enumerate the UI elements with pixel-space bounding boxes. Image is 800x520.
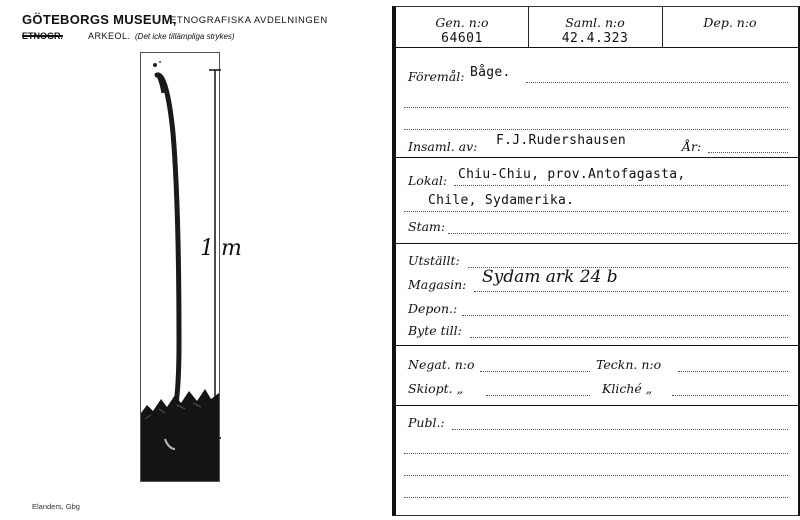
dotted-line xyxy=(480,371,590,373)
dotted-line xyxy=(678,371,788,373)
dotted-line xyxy=(404,497,788,499)
dotted-line xyxy=(404,107,788,109)
skiopt-label: Skiopt. „ xyxy=(408,381,464,396)
dep-number-cell xyxy=(662,7,798,47)
section-divider xyxy=(396,345,798,346)
gen-number-cell xyxy=(396,7,529,47)
foremal-label: Föremål: xyxy=(408,69,465,84)
section-divider xyxy=(396,243,798,244)
museum-department: ETNOGRAFISKA AVDELNINGEN xyxy=(170,15,328,26)
stam-label: Stam: xyxy=(408,219,446,234)
catalog-card xyxy=(392,6,800,516)
magasin-label: Magasin: xyxy=(408,277,467,292)
saml-number-value: 42.4.323 xyxy=(561,31,629,46)
gen-number-label: Gen. n:o xyxy=(435,15,489,30)
dotted-line xyxy=(474,291,788,293)
dotted-line xyxy=(404,453,788,455)
byte-till-label: Byte till: xyxy=(408,323,462,338)
section-divider xyxy=(396,157,798,158)
museum-title: GÖTEBORGS MUSEUM, xyxy=(22,12,177,27)
dotted-line xyxy=(404,129,788,131)
dotted-line xyxy=(708,152,788,154)
lokal-value-line2: Chile, Sydamerika. xyxy=(428,193,575,208)
dotted-line xyxy=(470,337,788,339)
arkeol-label: ARKEOL. xyxy=(88,31,131,41)
dotted-line xyxy=(526,82,788,84)
saml-number-cell xyxy=(528,7,663,47)
kliche-label: Kliché „ xyxy=(602,381,653,396)
insaml-label: Insaml. av: xyxy=(408,139,478,154)
teckn-label: Teckn. n:o xyxy=(596,357,662,372)
negat-label: Negat. n:o xyxy=(408,357,475,372)
printer-note: Elanders, Gbg xyxy=(32,502,80,511)
insaml-value: F.J.Rudershausen xyxy=(496,133,627,148)
dotted-line xyxy=(672,395,788,397)
lokal-value-line1: Chiu-Chiu, prov.Antofagasta, xyxy=(458,167,686,182)
section-divider xyxy=(396,405,798,406)
foremal-value: Båge. xyxy=(470,65,511,80)
ar-label: År: xyxy=(682,139,702,154)
publ-label: Publ.: xyxy=(408,415,445,430)
etnogr-label-struck: ETNOGR. xyxy=(22,31,64,41)
dotted-line xyxy=(404,211,788,213)
dotted-line xyxy=(404,475,788,477)
depon-label: Depon.: xyxy=(408,301,458,316)
dotted-line xyxy=(452,429,788,431)
dotted-line xyxy=(462,315,788,317)
utstallt-label: Utställt: xyxy=(408,253,460,268)
dotted-line xyxy=(448,233,788,235)
dotted-line xyxy=(486,395,590,397)
dotted-line xyxy=(454,185,788,187)
dep-number-label: Dep. n:o xyxy=(703,15,757,30)
saml-number-label: Saml. n:o xyxy=(565,15,625,30)
magasin-value-handwritten: Sydam ark 24 b xyxy=(482,267,618,287)
lokal-label: Lokal: xyxy=(408,173,448,188)
scale-label: 1 m xyxy=(200,236,242,261)
strike-instruction-note: (Det icke tillämpliga strykes) xyxy=(135,32,235,41)
section-divider xyxy=(396,47,798,48)
gen-number-value: 64601 xyxy=(441,31,483,46)
